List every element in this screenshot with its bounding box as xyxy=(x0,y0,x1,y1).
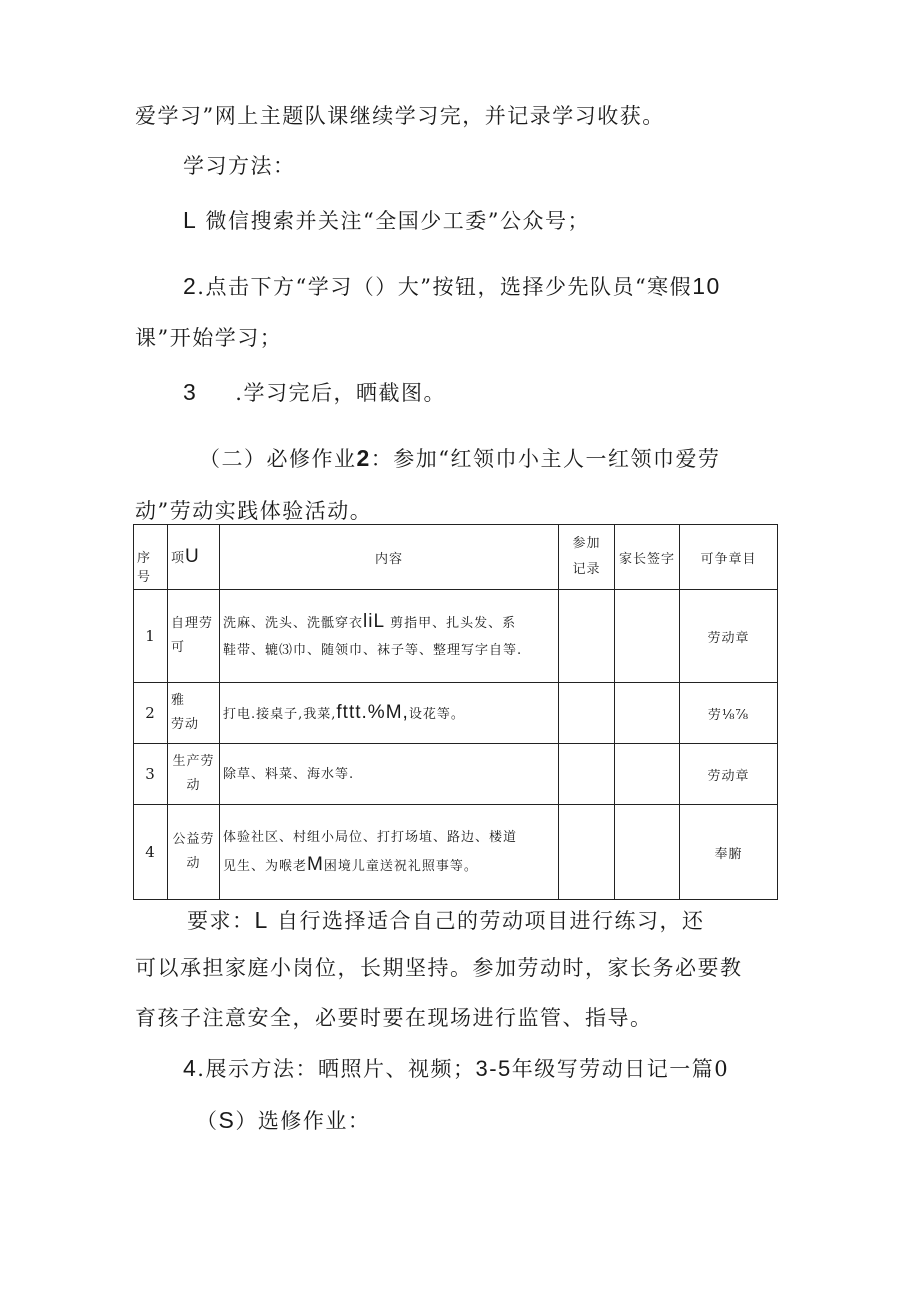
header-badge: 可争章目 xyxy=(680,525,778,590)
text-line-1: 爱学习”网上主题队课继续学习完，并记录学习收获。 xyxy=(135,104,665,128)
table-row xyxy=(134,683,778,744)
text-fragment: （ xyxy=(196,1109,219,1133)
header-item-text: 项 xyxy=(171,551,186,566)
row-item-line1: 自理劳 xyxy=(171,616,214,631)
text-line-2: 学习方法： xyxy=(183,154,296,178)
content-fragment: 洗麻、洗头、洗骶穿衣 xyxy=(223,616,364,631)
table-row xyxy=(134,744,778,805)
table-row xyxy=(134,805,778,900)
text-line-13 xyxy=(196,1105,370,1135)
row-item-line2: 动 xyxy=(186,856,201,871)
text-line-11: 育孩子注意安全，必要时要在现场进行监管、指导。 xyxy=(135,1006,653,1030)
text-fragment: 微信搜索并关注“全国少工委”公众号； xyxy=(205,209,590,233)
row-badge: 劳动章 xyxy=(680,590,778,683)
participate-record-cell[interactable] xyxy=(559,683,615,744)
row-item-line1: 公益劳 xyxy=(172,832,215,847)
header-participate-line1: 参加 xyxy=(572,536,601,551)
participate-record-cell[interactable] xyxy=(559,744,615,805)
row-number: 1 xyxy=(134,590,168,683)
text-line-10: 可以承担家庭小岗位，长期坚持。参加劳动时，家长务必要教 xyxy=(135,956,743,980)
parent-signature-cell[interactable] xyxy=(615,590,680,683)
list-marker: L xyxy=(254,907,269,933)
row-item-line2: 劳动 xyxy=(171,717,200,732)
participate-record-cell[interactable] xyxy=(559,805,615,900)
number-fragment: 3-5 xyxy=(475,1056,512,1081)
row-item xyxy=(168,590,220,683)
row-content xyxy=(220,590,559,683)
header-parent-signature: 家长签字 xyxy=(615,525,680,590)
row-number: 3 xyxy=(134,744,168,805)
number-fragment: 2 xyxy=(356,445,371,471)
header-seq: 序号 xyxy=(134,525,168,590)
text-fragment: 要求： xyxy=(187,909,255,933)
row-item xyxy=(168,805,220,900)
row-content xyxy=(220,805,559,900)
labor-activity-table xyxy=(133,524,778,900)
content-fragment: 打电.接桌子,我菜, xyxy=(223,706,337,722)
text-fragment: （二）必修作业 xyxy=(199,447,357,471)
row-number: 4 xyxy=(134,805,168,900)
parent-signature-cell[interactable] xyxy=(615,805,680,900)
table-row xyxy=(134,590,778,683)
row-badge: 劳⅛⅞ xyxy=(680,683,778,744)
number-fragment: 10 xyxy=(692,273,721,299)
list-marker: L xyxy=(183,207,198,233)
text-line-9 xyxy=(187,905,704,935)
text-fragment: .展示方法：晒照片、视频； xyxy=(197,1057,476,1081)
parent-signature-cell[interactable] xyxy=(615,744,680,805)
content-glyph: liL xyxy=(363,611,386,632)
row-item-line2: 动 xyxy=(186,778,201,793)
list-marker: 4 xyxy=(183,1055,198,1081)
text-fragment: 年级写劳动日记一篇0 xyxy=(511,1057,730,1081)
participate-record-cell[interactable] xyxy=(559,590,615,683)
content-fragment: 鞋带、辘⑶巾、随领巾、袜子等、整理写字自等. xyxy=(223,643,523,658)
content-fragment: 剪指甲、扎头发、系 xyxy=(390,616,517,631)
row-content xyxy=(220,683,559,744)
parent-signature-cell[interactable] xyxy=(615,683,680,744)
text-line-12 xyxy=(183,1053,729,1083)
text-line-4 xyxy=(183,271,721,301)
row-content: 除草、料菜、海水等. xyxy=(220,744,559,805)
row-item xyxy=(168,683,220,744)
row-item-line1: 生产劳 xyxy=(172,754,215,769)
header-item-glyph: U xyxy=(185,546,200,567)
row-item xyxy=(168,744,220,805)
row-badge: 劳动章 xyxy=(680,744,778,805)
header-item xyxy=(168,525,220,590)
text-line-6 xyxy=(183,377,446,407)
section-marker: S xyxy=(218,1107,236,1133)
content-glyph: fttt.%M, xyxy=(336,701,409,723)
text-fragment: ：参加“红领巾小主人一红领巾爱劳 xyxy=(370,447,721,471)
content-fragment: 困境儿童送祝礼照事等。 xyxy=(323,859,478,874)
header-participate-line2: 记录 xyxy=(572,562,601,577)
row-item-line1: 雅 xyxy=(171,693,186,708)
content-glyph: M xyxy=(307,854,324,875)
text-line-5: 课”开始学习； xyxy=(135,326,283,350)
row-number: 2 xyxy=(134,683,168,744)
content-fragment: 设花等。 xyxy=(408,706,465,722)
header-participate xyxy=(559,525,615,590)
row-badge: 奉腑 xyxy=(680,805,778,900)
content-fragment: 体验社区、村组小局位、打打场埴、路边、楼道 xyxy=(223,830,518,845)
row-item-line2: 可 xyxy=(171,640,186,655)
list-marker: 2 xyxy=(183,273,198,299)
list-marker: 3 xyxy=(183,379,198,405)
text-fragment: .学习完后，晒截图。 xyxy=(235,381,446,405)
header-content: 内容 xyxy=(220,525,559,590)
text-fragment: 自行选择适合自己的劳动项目进行练习，还 xyxy=(276,909,705,933)
text-fragment: ）选修作业： xyxy=(235,1109,371,1133)
content-fragment: 见生、为喉老 xyxy=(223,859,308,874)
text-line-3 xyxy=(183,205,590,235)
text-fragment: .点击下方“学习（）大”按钮，选择少先队员“寒假 xyxy=(197,275,693,299)
text-line-8: 动”劳动实践体验活动。 xyxy=(135,499,373,523)
table-header-row xyxy=(134,525,778,590)
text-line-7 xyxy=(199,443,721,473)
